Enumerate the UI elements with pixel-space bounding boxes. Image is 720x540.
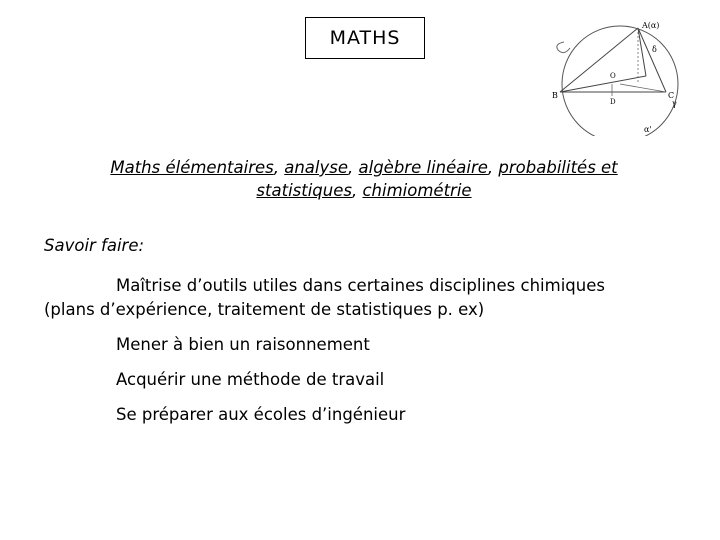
paragraph-line-2: (plans d’expérience, traitement de statistiques p. ex) [44,300,485,319]
figure-label-gamma: γ [672,99,677,108]
figure-line-ba [560,28,638,92]
separator: , [273,158,285,177]
savoir-faire-heading: Savoir faire: [44,236,145,255]
subject-item: statistiques [256,181,352,200]
subject-item: analyse [284,158,349,177]
figure-label-delta: δ [652,45,657,54]
separator: , [348,158,359,177]
figure-spiral [557,42,570,53]
title-box [305,17,425,59]
separator: , [351,181,363,200]
subject-item: algèbre linéaire [358,158,488,177]
figure-line-oc [620,84,666,92]
figure-label-o: O [610,72,616,80]
figure-label-b: B [552,91,558,100]
separator: , [487,158,499,177]
figure-line-a-inner [638,28,646,76]
list-item: Mener à bien un raisonnement [116,335,370,354]
figure-line-b-inner [560,76,646,92]
list-item: Acquérir une méthode de travail [116,370,385,389]
subjects-list [72,156,656,202]
subject-item: Maths élémentaires [110,158,274,177]
figure-label-alpha-prime: α' [644,125,652,134]
figure-label-a: A(α) [642,21,660,30]
figure-label-c: C [668,91,675,100]
figure-label-d: D [610,98,616,106]
geometry-figure [548,14,698,136]
paragraph [44,274,684,322]
page-title: MATHS [329,27,401,49]
figure-line-ac [638,28,666,92]
subject-item: chimiométrie [362,181,472,200]
paragraph-line-1: Maîtrise d’outils utiles dans certaines disciplines chimiques [116,276,605,295]
list-item: Se préparer aux écoles d’ingénieur [116,405,406,424]
subject-item: probabilités et [498,158,618,177]
